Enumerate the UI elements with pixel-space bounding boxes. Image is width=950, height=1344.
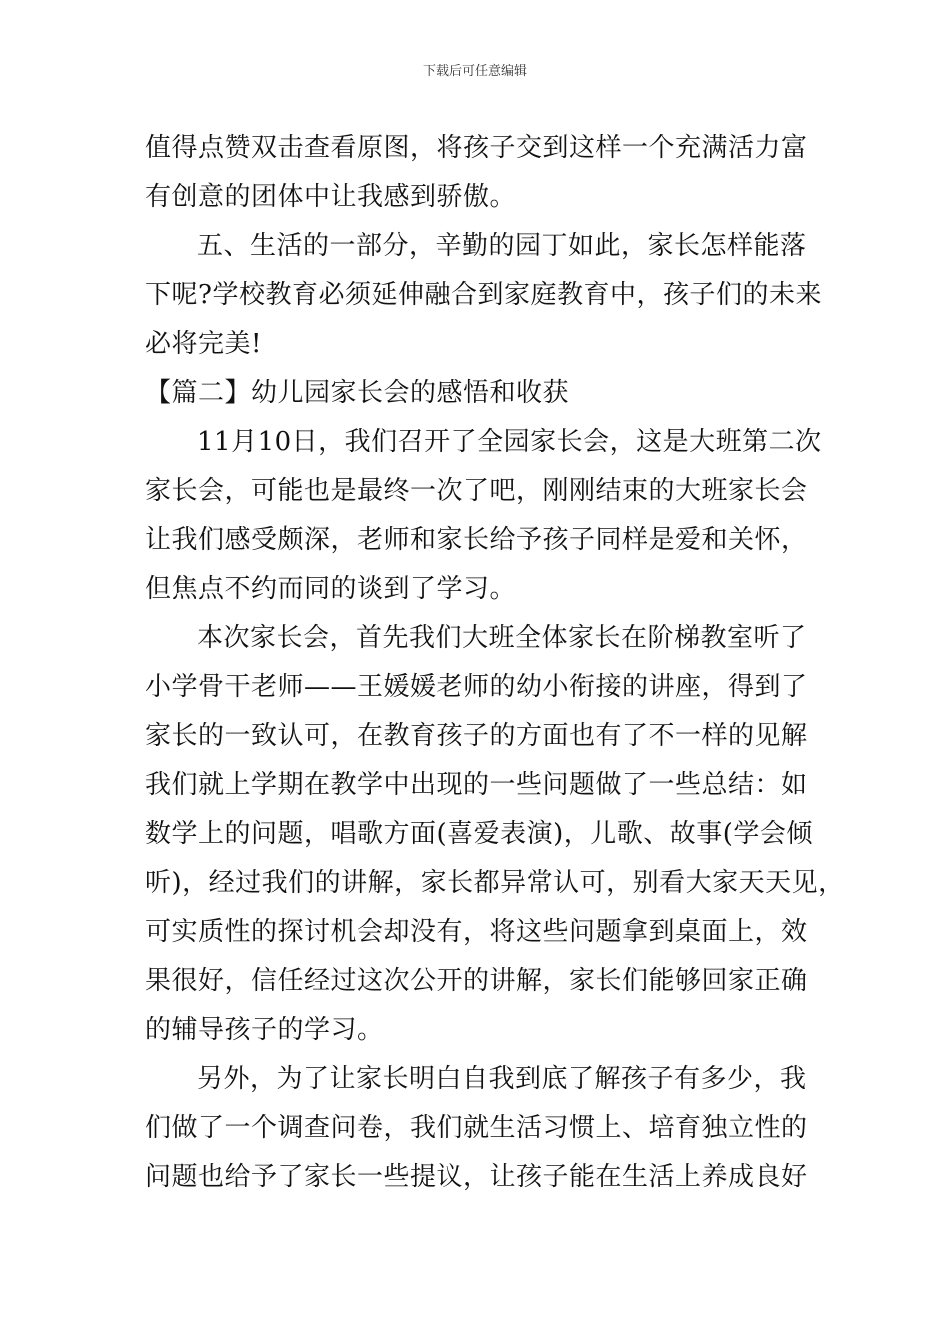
- text-line: 本次家长会，首先我们大班全体家长在阶梯教室听了: [197, 623, 807, 653]
- text-line: 五、生活的一部分，辛勤的园丁如此，家长怎样能落: [197, 231, 807, 261]
- text-line: 我们就上学期在教学中出现的一些问题做了一些总结：如: [145, 770, 808, 800]
- text-line: 的辅导孩子的学习。: [145, 1015, 384, 1045]
- text-line: 【篇二】幼儿园家长会的感悟和收获: [145, 378, 570, 408]
- text-line: 问题也给予了家长一些提议，让孩子能在生活上养成良好: [145, 1162, 808, 1192]
- text-line: 果很好，信任经过这次公开的讲解，家长们能够回家正确: [145, 966, 808, 996]
- text-line: 让我们感受颇深，老师和家长给予孩子同样是爱和关怀，: [145, 525, 808, 555]
- document-body: [145, 124, 845, 1202]
- text-line: 听)，经过我们的讲解，家长都异常认可，别看大家天天见，: [145, 868, 845, 898]
- text-line: 小学骨干老师——王媛媛老师的幼小衔接的讲座，得到了: [145, 672, 808, 702]
- text-line: 家长会，可能也是最终一次了吧，刚刚结束的大班家长会: [145, 476, 808, 506]
- text-line: 可实质性的探讨机会却没有，将这些问题拿到桌面上，效: [145, 917, 808, 947]
- text-line: 必将完美!: [145, 329, 262, 359]
- text-line: 数学上的问题，唱歌方面(喜爱表演)，儿歌、故事(学会倾: [145, 819, 813, 849]
- text-line: 家长的一致认可，在教育孩子的方面也有了不一样的见解: [145, 721, 808, 751]
- text-line: 值得点赞双击查看原图，将孩子交到这样一个充满活力富: [145, 133, 808, 163]
- text-line: 但焦点不约而同的谈到了学习。: [145, 574, 517, 604]
- text-line: 另外，为了让家长明白自我到底了解孩子有多少，我: [197, 1064, 807, 1094]
- text-line: 11月10日，我们召开了全园家长会，这是大班第二次: [197, 427, 822, 457]
- page-header-note: 下载后可任意编辑: [422, 64, 527, 79]
- text-line: 下呢?学校教育必须延伸融合到家庭教育中，孩子们的未来: [145, 280, 822, 310]
- text-line: 们做了一个调查问卷，我们就生活习惯上、培育独立性的: [145, 1113, 808, 1143]
- text-line: 有创意的团体中让我感到骄傲。: [145, 182, 517, 212]
